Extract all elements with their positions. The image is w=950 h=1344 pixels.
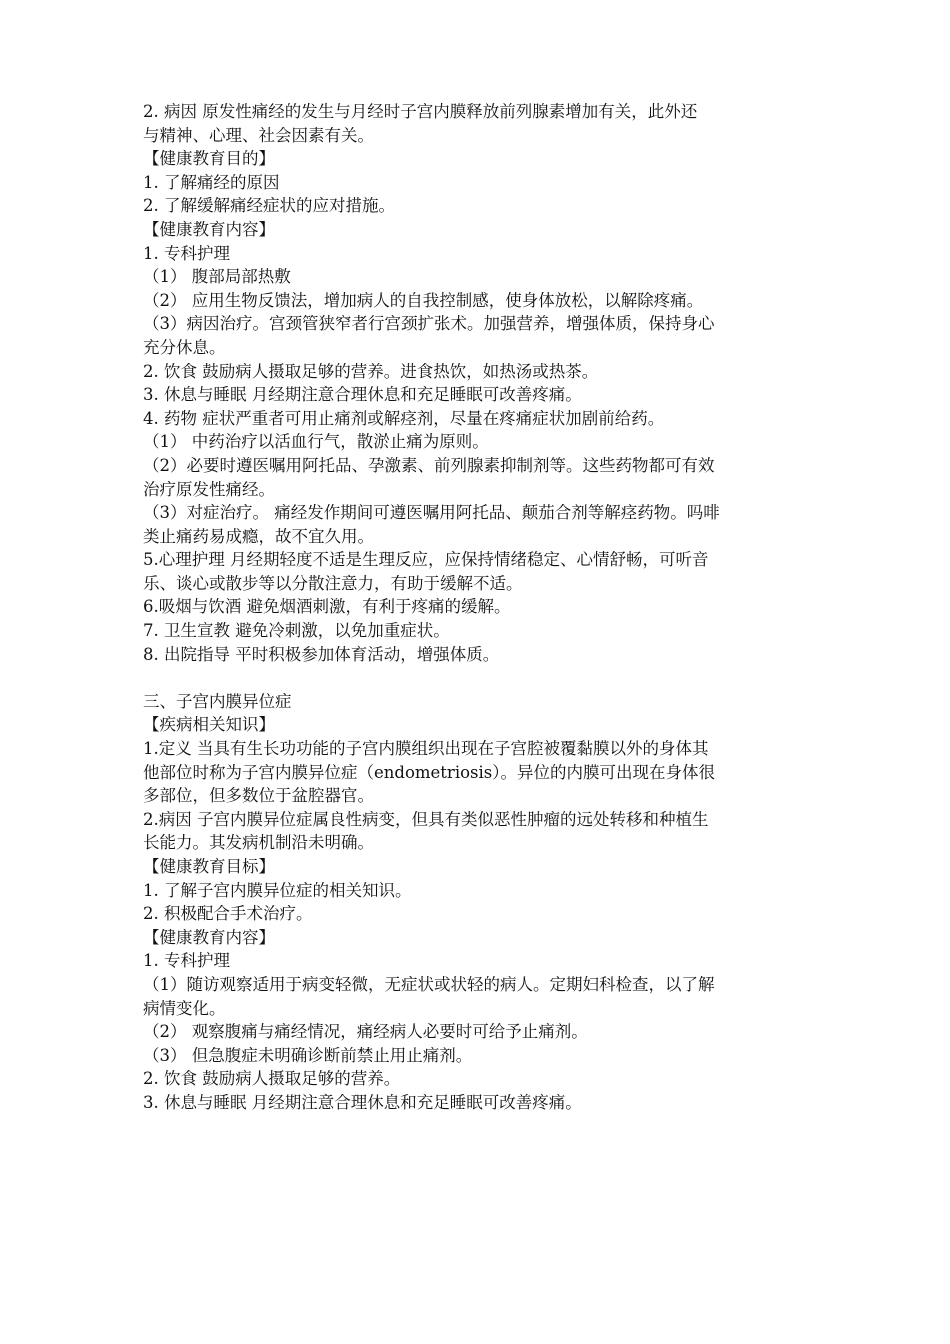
text-line: （1） 腹部局部热敷 — [143, 267, 291, 287]
text-line: （1）随访观察适用于病变轻微，无症状或状轻的病人。定期妇科检查，以了解 — [143, 974, 715, 994]
text-line: （3）病因治疗。宫颈管狭窄者行宫颈扩张术。加强营养，增强体质，保持身心 — [143, 314, 715, 334]
text-line: （2） 观察腹痛与痛经情况，痛经病人必要时可给予止痛剂。 — [143, 1022, 588, 1042]
text-line: 长能力。其发病机制沿未明确。 — [143, 833, 374, 853]
text-line: （1） 中药治疗以活血行气，散淤止痛为原则。 — [143, 432, 489, 452]
text-line: 2.病因 子宫内膜异位症属良性病变，但具有类似恶性肿瘤的远处转移和种植生 — [143, 809, 709, 829]
endometriosis-section — [143, 690, 823, 1115]
text-line: （3）对症治疗。 痛经发作期间可遵医嘱用阿托品、颠茄合剂等解痉药物。吗啡 — [143, 503, 720, 523]
text-line: 8. 出院指导 平时积极参加体育活动，增强体质。 — [143, 644, 500, 664]
text-line: （3） 但急腹症未明确诊断前禁止用止痛剂。 — [143, 1045, 473, 1065]
text-line: 2. 病因 原发性痛经的发生与月经时子宫内膜释放前列腺素增加有关，此外还 — [143, 102, 698, 121]
text-line: 1. 专科护理 — [143, 243, 230, 263]
dysmenorrhea-section — [143, 100, 823, 666]
text-line: 4. 药物 症状严重者可用止痛剂或解痉剂，尽量在疼痛症状加剧前给药。 — [143, 408, 665, 428]
text-line: 1.定义 当具有生长功功能的子宫内膜组织出现在子宫腔被覆黏膜以外的身体其 — [143, 739, 709, 759]
text-line: 1. 了解痛经的原因 — [143, 172, 280, 192]
text-line: 【健康教育目标】 — [143, 857, 275, 876]
document-page — [143, 100, 823, 1115]
text-line: 1. 了解子宫内膜异位症的相关知识。 — [143, 880, 412, 900]
text-line: 2. 饮食 鼓励病人摄取足够的营养。进食热饮，如热汤或热茶。 — [143, 361, 599, 381]
text-line: 7. 卫生宣教 避免冷刺激，以免加重症状。 — [143, 621, 450, 641]
text-line: （2）必要时遵医嘱用阿托品、孕激素、前列腺素抑制剂等。这些药物都可有效 — [143, 455, 715, 475]
section-gap — [143, 666, 823, 690]
text-line: 2. 饮食 鼓励病人摄取足够的营养。 — [143, 1069, 401, 1089]
text-line: 他部位时称为子宫内膜异位症（endometriosis）。异位的内膜可出现在身体很 — [143, 762, 715, 782]
text-line: 【健康教育目的】 — [143, 149, 275, 169]
text-line: （2） 应用生物反馈法，增加病人的自我控制感，使身体放松，以解除疼痛。 — [143, 290, 704, 310]
text-line: 5.心理护理 月经期轻度不适是生理反应，应保持情绪稳定、心情舒畅，可听音 — [143, 550, 709, 570]
text-line: 6.吸烟与饮酒 避免烟酒刺激，有利于疼痛的缓解。 — [143, 597, 511, 617]
text-line: 【健康教育内容】 — [143, 927, 275, 947]
text-line: 【疾病相关知识】 — [143, 715, 275, 735]
text-line: 2. 积极配合手术治疗。 — [143, 904, 313, 924]
text-line: 三、子宫内膜异位症 — [143, 691, 292, 711]
text-line: 病情变化。 — [143, 998, 226, 1018]
text-line: 2. 了解缓解痛经症状的应对措施。 — [143, 196, 395, 216]
text-line: 乐、谈心或散步等以分散注意力，有助于缓解不适。 — [143, 573, 523, 593]
text-line: 【健康教育内容】 — [143, 219, 275, 239]
text-line: 1. 专科护理 — [143, 951, 230, 971]
text-line: 与精神、心理、社会因素有关。 — [143, 125, 374, 145]
text-line: 多部位，但多数位于盆腔器官。 — [143, 786, 374, 806]
text-line: 3. 休息与睡眠 月经期注意合理休息和充足睡眠可改善疼痛。 — [143, 1092, 582, 1112]
text-line: 类止痛药易成瘾，故不宜久用。 — [143, 526, 374, 546]
text-line: 治疗原发性痛经。 — [143, 479, 275, 499]
text-line: 3. 休息与睡眠 月经期注意合理休息和充足睡眠可改善疼痛。 — [143, 385, 582, 405]
text-line: 充分休息。 — [143, 337, 226, 357]
